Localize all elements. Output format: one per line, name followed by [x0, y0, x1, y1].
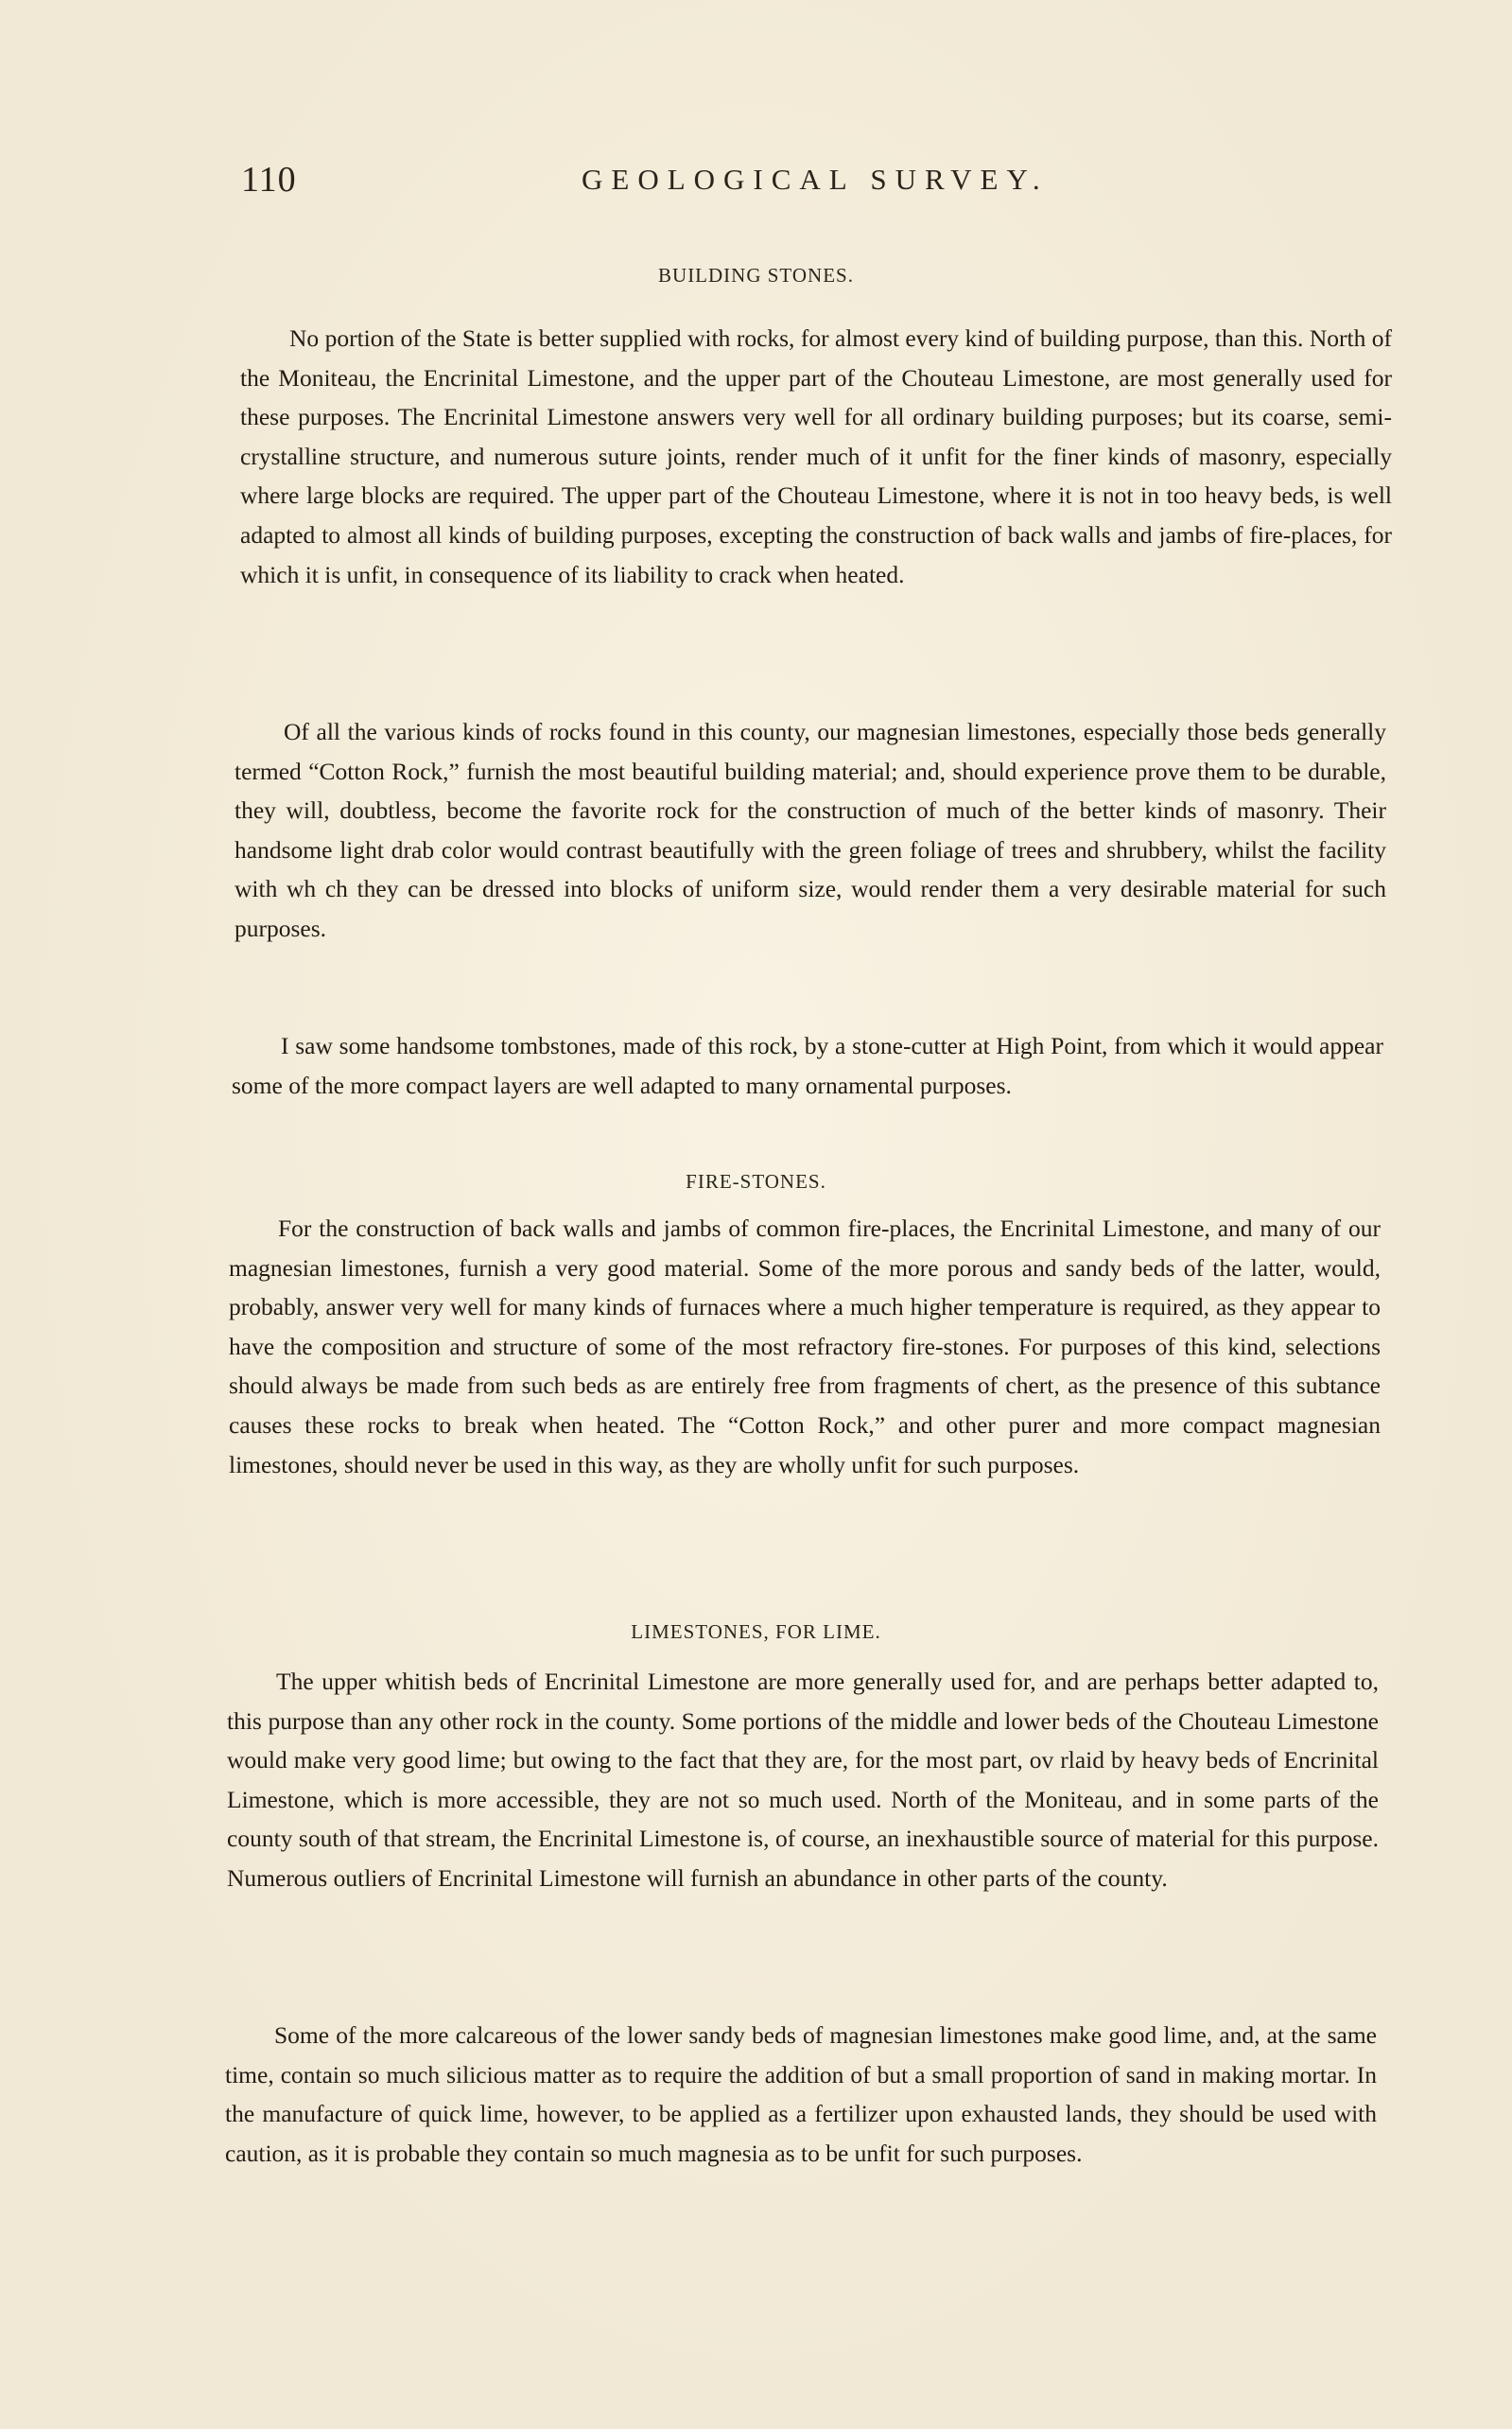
paragraph-building-stones-1: No portion of the State is better supplied with rocks, for almost every kind of building purpose, than this. North of the Moniteau, the Encrinital Limestone, and the upper part of the Chouteau Limestone, are most generally used for these purposes. The Encrinital Limestone answers very well for all ordinary building purposes; but its coarse, semi-crystalline structure, and numerous suture joints, render much of it unfit for the finer kinds of masonry, especially where large blocks are required. The upper part of the Chouteau Limestone, where it is not in too heavy beds, is well adapted to almost all kinds of building purposes, excepting the construction of back walls and jambs of fire-places, for which it is unfit, in consequence of its liability to crack when heated. [240, 324, 1392, 588]
heading-fire-stones: FIRE-STONES. [686, 1170, 826, 1193]
paragraph-limestones-2: Some of the more calcareous of the lower sandy beds of magnesian limestones make good lime, and, at the same time, contain so much silicious matter as to require the addition of but a small proportion of sand in making mortar. In the manufacture of quick lime, however, to be applied as a fertilizer upon exhausted lands, they should be used with caution, as it is probable they contain so much magnesia as to be unfit for such purposes. [225, 2021, 1377, 2167]
paragraph-building-stones-3: I saw some handsome tombstones, made of this rock, by a stone-cutter at High Point, from which it would appear some of the more compact layers are well adapted to many ornamental purposes. [232, 1032, 1383, 1099]
paragraph-building-stones-2: Of all the various kinds of rocks found in this county, our magnesian limestones, especially those beds generally termed “Cotton Rock,” furnish the most beautiful building material; and, should experience prove them to be durable, they will, doubtless, become the favorite rock for the construction of much of the better kinds of masonry. Their handsome light drab color would contrast beautifully with the green foliage of trees and shrubbery, whilst the facility with wh ch they can be dressed into blocks of uniform size, would render them a very desirable material for such purposes. [235, 718, 1386, 942]
page-number: 110 [241, 160, 297, 200]
paragraph-fire-stones: For the construction of back walls and jambs of common fire-places, the Encrinital Limestone, and many of our magnesian limestones, furnish a very good material. Some of the more porous and sandy beds of the latter, would, probably, answer very well for many kinds of furnaces where a much higher temperature is required, as they appear to have the composition and structure of some of the most refractory fire-stones. For purposes of this kind, selections should always be made from such beds as are entirely free from fragments of chert, as the presence of this subtance causes these rocks to break when heated. The “Cotton Rock,” and other purer and more compact magnesian limestones, should never be used in this way, as they are wholly unfit for such purposes. [229, 1214, 1381, 1478]
heading-building-stones: BUILDING STONES. [658, 264, 854, 287]
running-title: GEOLOGICAL SURVEY. [582, 163, 1049, 196]
running-head [241, 159, 1395, 206]
heading-limestones-for-lime: LIMESTONES, FOR LIME. [631, 1620, 881, 1643]
paragraph-limestones-1: The upper whitish beds of Encrinital Limestone are more generally used for, and are perhaps better adapted to, this purpose than any other rock in the county. Some portions of the middle and lower beds of the Chouteau Limestone would make very good lime; but owing to the fact that they are, for the most part, ov rlaid by heavy beds of Encrinital Limestone, which is more accessible, they are not so much used. North of the Moniteau, and in some parts of the county south of that stream, the Encrinital Limestone is, of course, an inexhaustible source of material for this purpose. Numerous outliers of Encrinital Limestone will furnish an abundance in other parts of the county. [227, 1668, 1379, 1892]
